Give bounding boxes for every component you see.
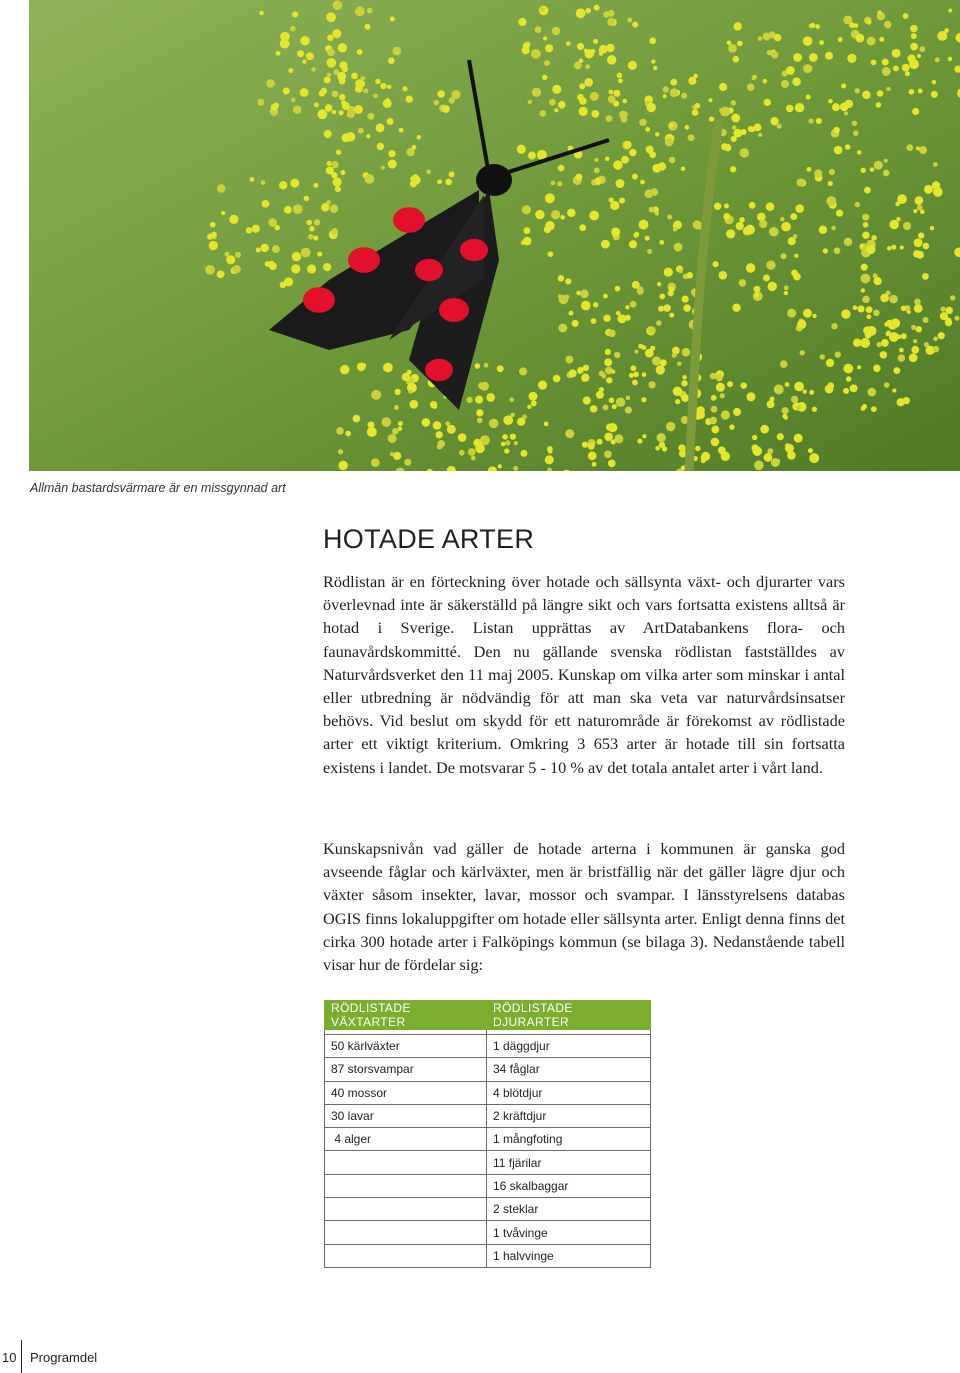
animal-species-cell: 2 kräftdjur [487,1104,651,1127]
table-row [325,1198,651,1221]
table-row [325,1151,651,1174]
header-plant-species: RÖDLISTADE VÄXTARTER [325,1001,487,1030]
table-row [325,1174,651,1197]
animal-species-cell: 1 mångfoting [487,1128,651,1151]
header-animal-species: RÖDLISTADE DJURARTER [487,1001,651,1030]
red-list-table [324,1000,651,1268]
plant-species-cell [325,1244,487,1267]
table-row [325,1058,651,1081]
animal-species-cell: 1 tvåvinge [487,1221,651,1244]
plant-species-cell: 40 mossor [325,1081,487,1104]
animal-species-cell: 16 skalbaggar [487,1174,651,1197]
animal-species-cell: 4 blötdjur [487,1081,651,1104]
table-row [325,1035,651,1058]
animal-species-cell: 34 fåglar [487,1058,651,1081]
table-row [325,1128,651,1151]
page-title: HOTADE ARTER [323,524,535,554]
table-header-row [325,1001,651,1030]
animal-species-cell: 1 halvvinge [487,1244,651,1267]
photo-caption: Allmän bastardsvärmare är en missgynnad art [30,481,286,495]
table-row [325,1081,651,1104]
footer-divider [21,1340,22,1373]
animal-species-cell: 2 steklar [487,1198,651,1221]
plant-species-cell [325,1151,487,1174]
intro-paragraph: Rödlistan är en förteckning över hotade och sällsynta växt- och djurarter vars överlevnad inte är säkerställd på längre sikt och vars fortsatta existens alltså är hotad i Sverige. Listan upprättas av ArtDatabankens flora- och faunavårdskommitté. Den nu gällande svenska rödlistan fastställdes av Naturvårdsverket den 11 maj 2005. Kunskap om vilka arter som minskar i antal eller utbredning är nödvändig för att man ska veta var naturvårdsinsatser behövs. Vid beslut om skydd för ett naturområde är förekomst av rödlistade arter ett viktigt kriterium. Omkring 3 653 arter är hotade till sin fortsatta existens i landet. De motsvarar 5 - 10 % av det totala antalet arter i vårt land. [323,572,845,777]
moth-on-flowers-image [29,0,960,471]
section-name: Programdel [30,1350,98,1365]
table-row [325,1104,651,1127]
plant-species-cell [325,1174,487,1197]
animal-species-cell: 11 fjärilar [487,1151,651,1174]
plant-species-cell: 87 storsvampar [325,1058,487,1081]
plant-species-cell: 50 kärlväxter [325,1035,487,1058]
table-row [325,1244,651,1267]
moth-photo [29,0,960,471]
animal-species-cell: 1 däggdjur [487,1035,651,1058]
page-number: 10 [2,1350,17,1365]
plant-species-cell: 4 alger [325,1128,487,1151]
knowledge-paragraph: Kunskapsnivån vad gäller de hotade arterna i kommunen är ganska god avseende fåglar och kärlväxter, men är bristfällig när det gäller lägre djur och växter såsom insekter, lavar, mossor och svampar. I länsstyrelsens databas OGIS finns lokaluppgifter om hotade eller sällsynta arter. Enligt denna finns det cirka 300 hotade arter i Falköpings kommun (se bilaga 3). Nedanstående tabell visar hur de fördelar sig: [323,839,845,975]
plant-species-cell [325,1198,487,1221]
table-row [325,1221,651,1244]
plant-species-cell [325,1221,487,1244]
plant-species-cell: 30 lavar [325,1104,487,1127]
